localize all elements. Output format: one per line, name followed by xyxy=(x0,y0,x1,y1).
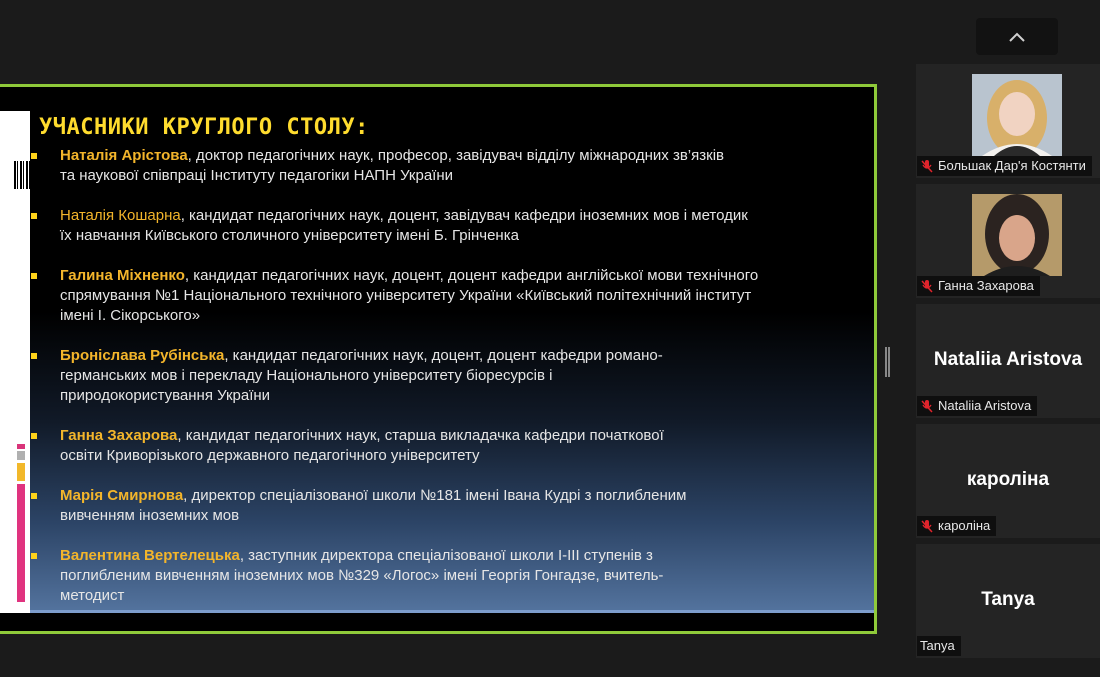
bullet-icon xyxy=(31,553,37,559)
participant-role-continued: спрямування №1 Національного технічного університету України «Київський політехнічний інститут xyxy=(60,287,752,304)
participant-role-continued: методист xyxy=(60,587,125,604)
participant-video xyxy=(972,194,1062,276)
participant-name: Валентина Вертелецька xyxy=(60,547,240,564)
participant-role: , кандидат педагогічних наук, доцент, завідувач кафедри іноземних мов і методик xyxy=(180,207,748,224)
participant-name: Броніслава Рубінська xyxy=(60,347,225,364)
color-strip-magenta xyxy=(17,484,25,602)
barcode-decoration xyxy=(14,161,30,189)
participant-tile[interactable] xyxy=(916,544,1100,658)
participant-role-continued: германських мов і перекладу Національного університету біоресурсів і xyxy=(60,367,553,384)
participant-display-name: Nataliia Aristova xyxy=(933,349,1083,370)
participant-name: Ганна Захарова xyxy=(60,427,178,444)
participant-name-label xyxy=(917,276,1040,296)
participant-role: , кандидат педагогічних наук, доцент, доцент кафедри романо- xyxy=(224,347,663,364)
presentation-slide xyxy=(0,87,874,633)
participant-name-text: Nataliia Aristova xyxy=(938,398,1032,413)
muted-mic-icon xyxy=(920,159,934,173)
participant-item xyxy=(31,266,831,326)
participant-item xyxy=(31,486,831,526)
participant-name-text: Ганна Захарова xyxy=(938,278,1034,293)
participant-tile[interactable] xyxy=(916,64,1100,178)
participant-role-continued: вивченням іноземних мов xyxy=(60,507,240,524)
panel-resize-handle[interactable] xyxy=(885,347,890,377)
participant-video xyxy=(972,74,1062,156)
bullet-icon xyxy=(31,213,37,219)
bullet-icon xyxy=(31,353,37,359)
participant-name: Наталія Арістова xyxy=(60,147,188,164)
chevron-up-icon xyxy=(1008,31,1026,43)
bullet-icon xyxy=(31,273,37,279)
participant-name-label xyxy=(917,636,961,656)
participant-tile[interactable] xyxy=(916,184,1100,298)
participant-name-label xyxy=(917,156,1092,176)
bullet-icon xyxy=(31,493,37,499)
participant-name: Галина Міхненко xyxy=(60,267,185,284)
shared-screen xyxy=(0,84,877,634)
participant-role: , директор спеціалізованої школи №181 імені Івана Кудрі з поглибленим xyxy=(183,487,687,504)
color-strip-pink xyxy=(17,444,25,449)
participant-display-name: кароліна xyxy=(966,469,1050,490)
bullet-icon xyxy=(31,153,37,159)
participant-display-name: Tanya xyxy=(981,589,1035,610)
slide-title: УЧАСНИКИ КРУГЛОГО СТОЛУ: xyxy=(39,115,369,140)
participant-role-continued: освіти Криворізького державного педагогічного університету xyxy=(60,447,480,464)
muted-mic-icon xyxy=(920,519,934,533)
participant-name: Марія Смирнова xyxy=(60,487,184,504)
participant-item xyxy=(31,426,831,466)
participant-name-text: Большак Дар'я Костянти xyxy=(938,158,1086,173)
muted-mic-icon xyxy=(920,399,934,413)
color-strip-yellow xyxy=(17,463,25,481)
collapse-gallery-button[interactable] xyxy=(976,18,1058,55)
participant-role: , кандидат педагогічних наук, старша викладачка кафедри початкової xyxy=(177,427,664,444)
participant-name-label xyxy=(917,516,996,536)
participant-role: , кандидат педагогічних наук, доцент, доцент кафедри англійської мови технічного xyxy=(184,267,759,284)
participant-item xyxy=(31,206,831,246)
slide-bottom-stripe xyxy=(30,610,874,613)
participant-item xyxy=(31,346,831,406)
color-strip-gray xyxy=(17,451,25,460)
participant-role-continued: імені І. Сікорського» xyxy=(60,307,201,324)
participant-role-continued: та наукової співпраці Інституту педагогіки НАПН України xyxy=(60,167,453,184)
participant-item xyxy=(31,546,831,606)
participant-role-continued: поглибленим вивченням іноземних мов №329 «Логос» імені Георгія Гонгадзе, вчитель- xyxy=(60,567,664,584)
bullet-icon xyxy=(31,433,37,439)
participant-name-text: кароліна xyxy=(938,518,991,533)
participant-name: Наталія Кошарна xyxy=(60,207,181,224)
participant-role-continued: їх навчання Київського столичного університету імені Б. Грінченка xyxy=(60,227,519,244)
participant-role: , заступник директора спеціалізованої школи І-ІІІ ступенів з xyxy=(239,547,653,564)
participant-tile[interactable] xyxy=(916,424,1100,538)
participant-name-label xyxy=(917,396,1037,416)
participant-role-continued: природокористування України xyxy=(60,387,271,404)
participant-name-text: Tanya xyxy=(920,638,955,653)
participant-role: , доктор педагогічних наук, професор, завідувач відділу міжнародних зв’язків xyxy=(187,147,724,164)
participant-tile[interactable] xyxy=(916,304,1100,418)
muted-mic-icon xyxy=(920,279,934,293)
participant-item xyxy=(31,146,831,186)
